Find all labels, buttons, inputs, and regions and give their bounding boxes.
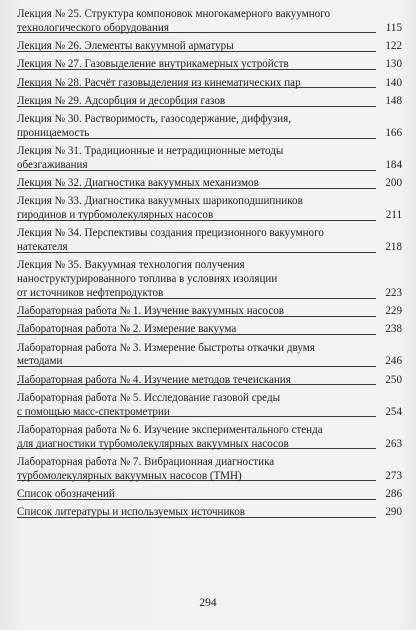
table-of-contents (17, 8, 402, 525)
toc-entry-page: 238 (385, 323, 402, 336)
toc-entry-text: Лабораторная работа № 4. Изучение методов течеискания (17, 373, 291, 386)
toc-entry-leader-line (17, 374, 402, 388)
toc-entry-leader-line (17, 355, 402, 369)
toc-entry-page: 250 (385, 373, 402, 386)
toc-entry-text: Лекция № 27. Газовыделение внутрикамерных устройств (17, 58, 289, 71)
toc-entry-page: 140 (385, 76, 402, 89)
toc-entry (17, 374, 402, 388)
toc-entry-leader-line (17, 209, 402, 223)
toc-entry-text: Лекция № 28. Расчёт газовыделения из кинематических пар (17, 76, 301, 89)
toc-entry-text: для диагностики турбомолекулярных вакуумных насосов (17, 437, 289, 450)
toc-entry-text: Список литературы и используемых источников (17, 506, 246, 519)
toc-entry-page: 263 (385, 437, 402, 450)
toc-entry-leader-line (17, 406, 402, 420)
toc-entry (17, 456, 402, 483)
toc-entry-text: Лекция № 34. Перспективы создания прецизионного вакуумного (17, 227, 324, 240)
toc-entry-text: Лабораторная работа № 1. Изучение вакуумных насосов (17, 305, 285, 318)
toc-entry-page: 286 (385, 488, 402, 501)
toc-entry-leader-line (17, 438, 402, 452)
toc-entry-leader-line (17, 77, 402, 91)
toc-entry-text: Лекция № 35. Вакуумная технология получения (17, 259, 245, 272)
toc-entry-page: 223 (385, 286, 402, 299)
toc-entry-text: натекателя (17, 241, 68, 254)
toc-entry-text: методами (17, 355, 63, 368)
toc-entry-page: 148 (385, 94, 402, 107)
toc-entry-page: 130 (385, 58, 402, 71)
toc-entry (17, 58, 402, 72)
toc-entry (17, 506, 402, 520)
toc-entry-page: 166 (385, 126, 402, 139)
toc-entry-leader-line (17, 241, 402, 255)
toc-entry-text: с помощью масс-спектрометрии (17, 405, 170, 418)
toc-entry-text: Лабораторная работа № 5. Исследование газовой среды (17, 392, 281, 405)
toc-entry-text: проницаемость (17, 126, 90, 139)
toc-entry (17, 95, 402, 109)
toc-entry-text: наноструктурированного топлива в условиях изоляции (17, 273, 278, 286)
toc-entry (17, 305, 402, 319)
toc-entry-page: 290 (385, 506, 402, 519)
toc-entry-page: 200 (385, 177, 402, 190)
toc-entry-text: Список обозначений (17, 488, 115, 501)
toc-entry-leader-line (17, 488, 402, 502)
toc-entry (17, 177, 402, 191)
toc-entry-page: 246 (385, 355, 402, 368)
toc-entry-leader-line (17, 159, 402, 173)
toc-entry-page: 122 (385, 40, 402, 52)
toc-entry-leader-line (17, 22, 402, 36)
toc-entry-page: 211 (385, 209, 402, 222)
toc-entry-text: гиродинов и турбомолекулярных насосов (17, 209, 214, 222)
page-number: 294 (199, 597, 217, 609)
toc-entry-page: 229 (385, 305, 402, 318)
toc-entry-leader-line (17, 506, 402, 520)
toc-entry-text: Лекция № 25. Структура компоновок многокамерного вакуумного (17, 8, 331, 20)
toc-entry-text: Лекция № 33. Диагностика вакуумных шарикоподшипников (17, 195, 303, 208)
toc-entry-text: технологического оборудования (17, 21, 169, 34)
toc-entry-text: Лабораторная работа № 3. Измерение быстроты откачки двумя (17, 341, 315, 354)
toc-entry (17, 40, 402, 54)
toc-entry-text: Лекция № 26. Элементы вакуумной арматуры (17, 40, 234, 52)
toc-entry (17, 259, 402, 300)
toc-entry (17, 145, 402, 172)
toc-entry (17, 392, 402, 419)
toc-entry (17, 227, 402, 254)
toc-entry (17, 113, 402, 140)
toc-entry-page: 273 (385, 469, 402, 482)
toc-entry-page: 218 (385, 241, 402, 254)
toc-entry-page: 184 (385, 158, 402, 171)
toc-entry (17, 424, 402, 451)
toc-entry-page: 115 (385, 21, 402, 34)
toc-entry-leader-line (17, 177, 402, 191)
toc-entry-text: турбомолекулярных вакуумных насосов (ТМН) (17, 469, 242, 482)
toc-entry-leader-line (17, 40, 402, 54)
toc-entry (17, 77, 402, 91)
toc-entry-text: от источников нефтепродуктов (17, 286, 164, 299)
toc-entry-text: Лекция № 30. Растворимость, газосодержание, диффузия, (17, 113, 291, 126)
toc-entry-page: 254 (385, 405, 402, 418)
toc-entry-leader-line (17, 470, 402, 484)
toc-entry-text: обезгаживания (17, 158, 88, 171)
toc-entry-leader-line (17, 127, 402, 141)
toc-entry (17, 342, 402, 369)
toc-entry-leader-line (17, 323, 402, 337)
toc-entry (17, 323, 402, 337)
toc-entry-text: Лабораторная работа № 2. Измерение вакуума (17, 323, 237, 336)
toc-entry (17, 195, 402, 222)
toc-entry-leader-line (17, 95, 402, 109)
toc-entry-leader-line (17, 305, 402, 319)
toc-entry (17, 488, 402, 502)
toc-entry-text: Лекция № 31. Традиционные и нетрадиционные методы (17, 145, 284, 158)
toc-entry (17, 8, 402, 35)
toc-entry-leader-line (17, 58, 402, 72)
toc-entry-text: Лекция № 32. Диагностика вакуумных механизмов (17, 177, 259, 190)
toc-entry-leader-line (17, 287, 402, 301)
toc-entry-text: Лекция № 29. Адсорбция и десорбция газов (17, 94, 226, 107)
toc-entry-text: Лабораторная работа № 7. Вибрационная диагностика (17, 456, 275, 469)
toc-entry-text: Лабораторная работа № 6. Изучение экспериментального стенда (17, 424, 323, 437)
